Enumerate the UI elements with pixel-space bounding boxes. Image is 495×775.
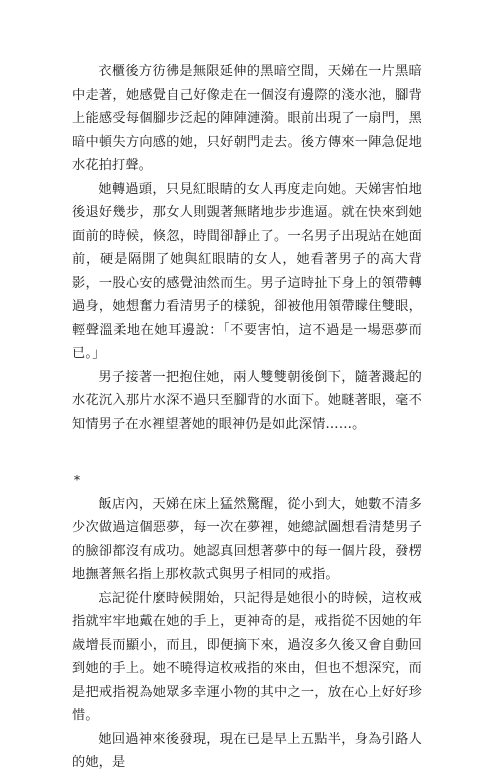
section-separator: *	[74, 473, 80, 487]
paragraph: 男子接著一把抱住她，兩人雙雙朝後倒下，隨著濺起的水花沉入那片水深不過只至腳背的水面下。她瞇著眼，毫不知情男子在水裡望著她的眼神仍是如此深情……。	[72, 369, 422, 432]
paragraph: 她回過神來後發現，現在已是早上五點半，身為引路人的她，是	[72, 731, 422, 770]
document-page	[72, 60, 422, 770]
section-gap	[72, 436, 422, 469]
paragraph: 她轉過頭，只見紅眼睛的女人再度走向她。天娣害怕地後退好幾步，那女人則覬著無睹地步步進逼。就在快來到她面前的時候，倏忽，時間卻靜止了。一名男子出現站在她面前，硬是隔開了她與紅眼睛的女人，她看著男子的高大背影，一股心安的感覺油然而生。男子這時扯下身上的領帶轉過身，她想奮力看清男子的樣貌，卻被他用領帶矇住雙眼，輕聲溫柔地在她耳邊說：「不要害怕，這不過是一場惡夢而已。」	[72, 181, 422, 361]
paragraph: 衣櫃後方彷彿是無限延伸的黑暗空間，天娣在一片黑暗中走著，她感覺自己好像走在一個沒有邊際的淺水池，腳背上能感受每個腳步泛起的陣陣漣漪。眼前出現了一扇門，黑暗中頓失方向感的她，只好朝門走去。後方傳來一陣急促地水花拍打聲。	[72, 64, 422, 173]
paragraph: 忘記從什麼時候開始，只記得是她很小的時候，這枚戒指就牢牢地戴在她的手上，更神奇的是，戒指從不因她的年歲增長而顯小，而且，即便摘下來，過沒多久後又會自動回到她的手上。她不曉得這枚戒指的來由，但也不想深究，而是把戒指視為她眾多幸運小物的其中之一，放在心上好好珍惜。	[72, 590, 422, 723]
paragraph: 飯店內，天娣在床上猛然驚醒，從小到大，她數不清多少次做過這個惡夢，每一次在夢裡，她總試圖想看清楚男子的臉卻都沒有成功。她認真回想著夢中的每一個片段，發楞地撫著無名指上那枚款式與男子相同的戒指。	[72, 496, 422, 582]
